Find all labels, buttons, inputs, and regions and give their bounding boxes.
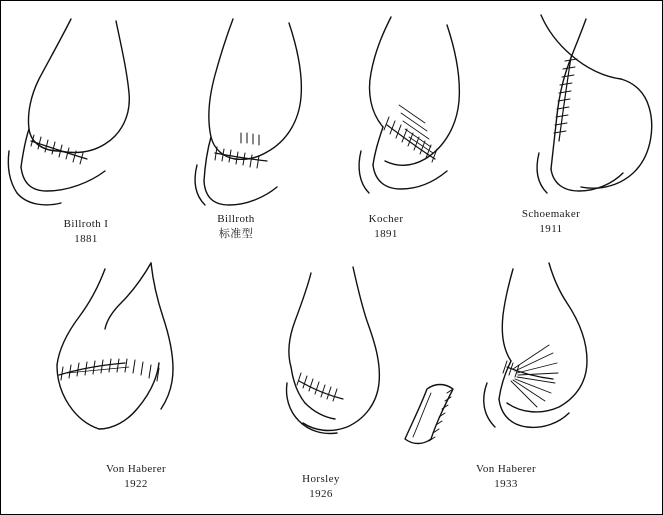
caption-year: 1911 [539, 222, 563, 235]
caption-billroth-ii [161, 212, 311, 242]
caption-year: 1881 [74, 232, 98, 245]
panel-billroth-i-drawing [8, 19, 129, 205]
caption-year: 1926 [309, 487, 333, 500]
caption-name: Billroth I [63, 218, 109, 230]
caption-billroth-i [1, 217, 171, 247]
panel-von-haberer-1922-drawing [57, 263, 173, 429]
panel-horsley-drawing [287, 267, 454, 444]
panel-schoemaker-drawing [537, 15, 652, 193]
caption-name: Von Haberer [105, 463, 167, 475]
caption-year: 1933 [494, 477, 518, 490]
caption-horsley [251, 472, 391, 502]
panel-billroth-ii-drawing [195, 19, 301, 205]
panel-kocher-drawing [359, 17, 459, 193]
caption-year: 1891 [374, 227, 398, 240]
caption-name: Von Haberer [475, 463, 537, 475]
caption-kocher [311, 212, 461, 242]
caption-name: Horsley [302, 473, 340, 485]
caption-year: 标准型 [218, 226, 254, 240]
caption-year: 1922 [124, 477, 148, 490]
panel-von-haberer-1933-drawing [484, 263, 587, 427]
caption-schoemaker [471, 207, 631, 237]
caption-von-haberer-1922 [56, 462, 216, 492]
caption-von-haberer-1933 [426, 462, 586, 492]
caption-name: Kocher [368, 213, 404, 225]
figure-drawing [1, 1, 663, 515]
caption-name: Schoemaker [521, 208, 581, 220]
caption-name: Billroth [217, 213, 255, 225]
